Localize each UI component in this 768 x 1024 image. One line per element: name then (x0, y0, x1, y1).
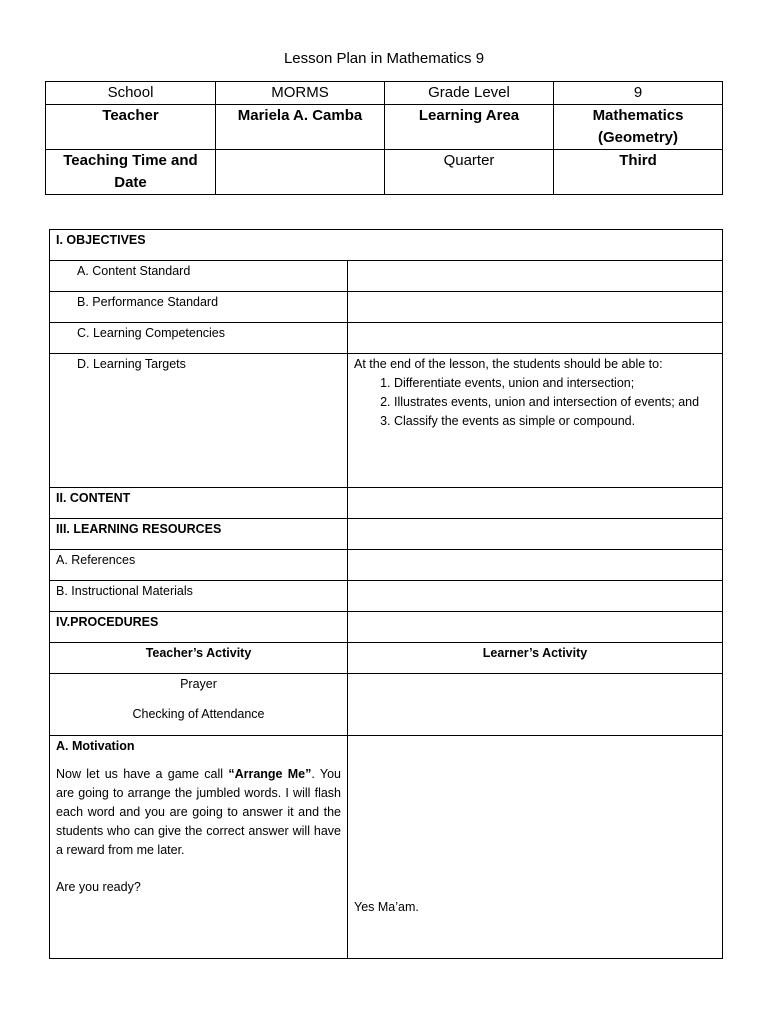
teaching-time-label (46, 150, 216, 195)
instructional-materials-value (348, 581, 723, 612)
preliminaries-cell (50, 674, 348, 736)
learning-target-item: 2. Illustrates events, union and intersection of events; and (394, 393, 716, 412)
learning-targets-list (354, 374, 716, 431)
learning-area-value-line1: Mathematics (592, 107, 684, 124)
game-name: “Arrange Me” (228, 767, 312, 781)
row-content-standard (50, 261, 723, 292)
learning-competencies-value (348, 323, 723, 354)
motivation-heading: A. Motivation (56, 739, 135, 753)
teaching-time-value (216, 150, 385, 195)
teaching-time-label-line2: Date (114, 174, 147, 191)
grade-level-value: 9 (554, 82, 723, 105)
learning-competencies-label: C. Learning Competencies (50, 323, 348, 354)
teacher-value: Mariela A. Camba (216, 105, 385, 150)
preliminaries-learner-cell (348, 674, 723, 736)
references-value (348, 550, 723, 581)
ready-question: Are you ready? (56, 880, 141, 894)
learning-target-item: 3. Classify the events as simple or compound. (394, 412, 716, 431)
learning-area-label: Learning Area (385, 105, 554, 150)
info-row-time (46, 150, 723, 195)
motivation-text-pre: Now let us have a game call (56, 767, 229, 781)
teacher-activity-header: Teacher’s Activity (50, 643, 348, 674)
procedures-value (348, 612, 723, 643)
learning-target-item: 1. Differentiate events, union and intersection; (394, 374, 716, 393)
row-content (50, 488, 723, 519)
content-heading: II. CONTENT (50, 488, 348, 519)
row-learning-targets (50, 354, 723, 488)
motivation-text (56, 765, 341, 860)
row-performance-standard (50, 292, 723, 323)
learning-targets-intro: At the end of the lesson, the students should be able to: (354, 357, 663, 371)
row-references (50, 550, 723, 581)
content-standard-label: A. Content Standard (50, 261, 348, 292)
row-learning-resources (50, 519, 723, 550)
school-value: MORMS (216, 82, 385, 105)
learning-targets-value (348, 354, 723, 488)
learning-area-value (554, 105, 723, 150)
learning-resources-heading: III. LEARNING RESOURCES (50, 519, 348, 550)
motivation-learner-cell (348, 736, 723, 959)
row-activity-headers (50, 643, 723, 674)
content-value (348, 488, 723, 519)
performance-standard-value (348, 292, 723, 323)
row-motivation (50, 736, 723, 959)
row-objectives (50, 230, 723, 261)
references-label: A. References (50, 550, 348, 581)
row-instructional-materials (50, 581, 723, 612)
instructional-materials-label: B. Instructional Materials (50, 581, 348, 612)
prayer-text: Prayer (180, 677, 217, 691)
row-learning-competencies (50, 323, 723, 354)
learning-resources-value (348, 519, 723, 550)
ready-answer: Yes Ma’am. (354, 900, 419, 914)
procedures-heading: IV.PROCEDURES (50, 612, 348, 643)
lesson-plan-table (49, 229, 723, 959)
grade-level-label: Grade Level (385, 82, 554, 105)
page-title: Lesson Plan in Mathematics 9 (283, 50, 485, 67)
learning-area-value-line2: (Geometry) (597, 129, 679, 146)
teacher-label: Teacher (46, 105, 216, 150)
row-procedures (50, 612, 723, 643)
quarter-value: Third (554, 150, 723, 195)
attendance-text: Checking of Attendance (132, 707, 265, 721)
learner-activity-header: Learner’s Activity (348, 643, 723, 674)
lesson-info-table (45, 81, 723, 195)
quarter-label: Quarter (385, 150, 554, 195)
row-preliminaries (50, 674, 723, 736)
school-label: School (46, 82, 216, 105)
objectives-heading: I. OBJECTIVES (50, 230, 723, 261)
motivation-cell (50, 736, 348, 959)
motivation-text-post: . You are going to arrange the jumbled words. I will flash each word and you are going to answer it and the students who can give the correct answer will have a reward from me later. (56, 767, 341, 857)
learning-targets-label: D. Learning Targets (50, 354, 348, 488)
info-row-school (46, 82, 723, 105)
performance-standard-label: B. Performance Standard (50, 292, 348, 323)
teaching-time-label-line1: Teaching Time and (63, 152, 198, 169)
content-standard-value (348, 261, 723, 292)
info-row-teacher (46, 105, 723, 150)
